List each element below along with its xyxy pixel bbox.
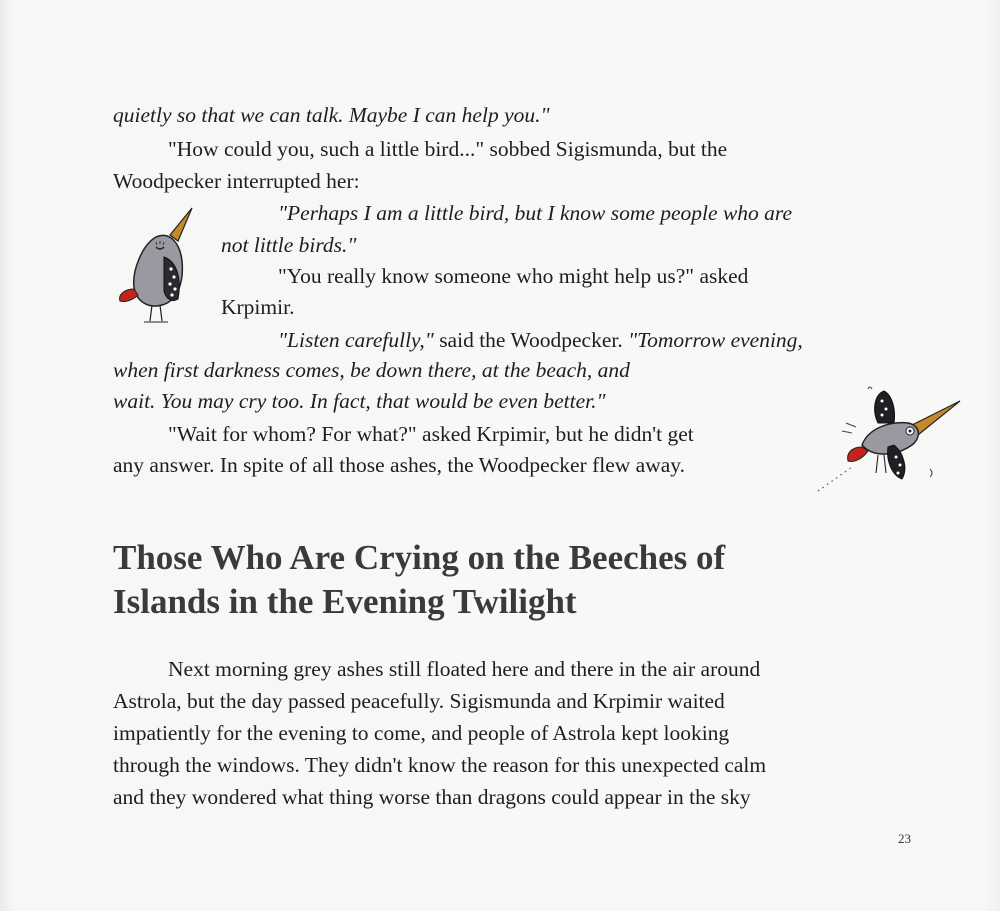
woodpecker-standing-icon bbox=[112, 205, 197, 330]
text-line: any answer. In spite of all those ashes, the Woodpecker flew away. bbox=[113, 453, 686, 477]
text-line bbox=[278, 326, 803, 354]
text-line: impatiently for the evening to come, and people of Astrola kept looking bbox=[113, 721, 730, 745]
text-span: said the Woodpecker. bbox=[433, 328, 629, 352]
text-line: quietly so that we can talk. Maybe I can help you." bbox=[113, 103, 550, 127]
text-line: and they wondered what thing worse than dragons could appear in the sky bbox=[113, 785, 751, 809]
text-span: "Listen carefully," bbox=[278, 328, 434, 352]
text-line: Krpimir. bbox=[221, 295, 295, 319]
text-line: through the windows. They didn't know the reason for this unexpected calm bbox=[113, 753, 767, 777]
text-line: "How could you, such a little bird..." sobbed Sigismunda, but the bbox=[168, 137, 728, 161]
text-line: Woodpecker interrupted her: bbox=[113, 169, 360, 193]
text-line: wait. You may cry too. In fact, that would be even better." bbox=[113, 389, 606, 413]
text-line: when first darkness comes, be down there, at the beach, and bbox=[113, 358, 630, 382]
page-number: 23 bbox=[898, 831, 911, 846]
text-line: "Wait for whom? For what?" asked Krpimir, but he didn't get bbox=[168, 422, 694, 446]
text-line: Astrola, but the day passed peacefully. Sigismunda and Krpimir waited bbox=[113, 689, 725, 713]
text-line: Next morning grey ashes still floated here and there in the air around bbox=[168, 657, 761, 681]
text-line: not little birds." bbox=[221, 233, 357, 257]
woodpecker-flying-icon bbox=[812, 383, 962, 493]
text-line: "Perhaps I am a little bird, but I know some people who are bbox=[278, 201, 793, 225]
chapter-heading-line-2: Islands in the Evening Twilight bbox=[113, 582, 577, 621]
text-line: "You really know someone who might help us?" asked bbox=[278, 264, 749, 288]
chapter-heading-line-1: Those Who Are Crying on the Beeches of bbox=[113, 538, 726, 577]
text-span: "Tomorrow evening, bbox=[628, 328, 803, 352]
